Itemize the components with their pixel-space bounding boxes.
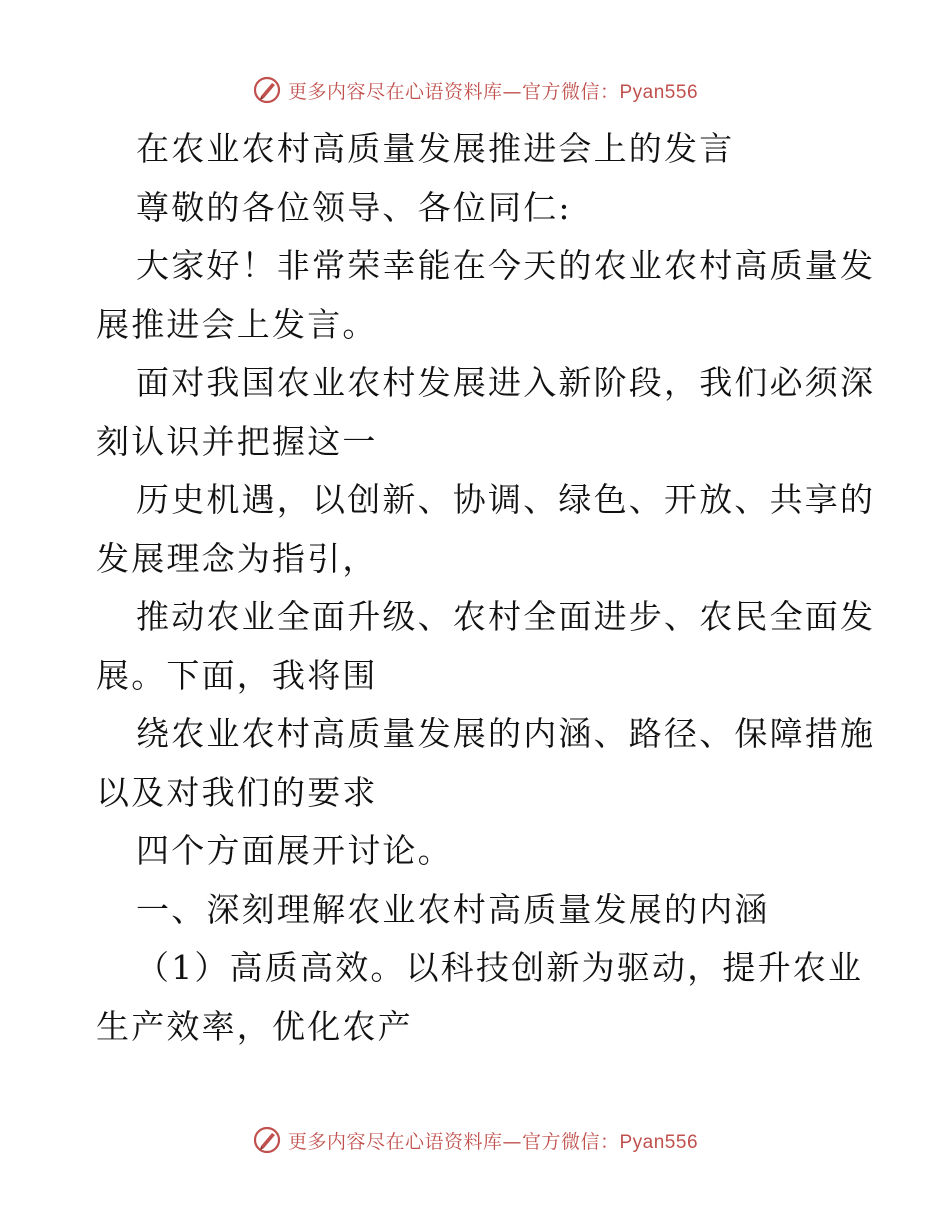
- paragraph: 绕农业农村高质量发展的内涵、路径、保障措施 以及对我们的要求: [96, 714, 876, 812]
- paragraph: （1）高质高效。以科技创新为驱动，提升农业 生产效率，优化农产: [96, 948, 864, 1046]
- paragraph: 在农业农村高质量发展推进会上的发言: [136, 129, 735, 168]
- paragraph: 历史机遇，以创新、协调、绿色、开放、共享的 发展理念为指引，: [96, 480, 876, 578]
- pen-circle-logo-icon: [252, 75, 282, 105]
- pen-circle-logo-icon: [252, 1125, 282, 1155]
- paragraph: 尊敬的各位领导、各位同仁:: [136, 187, 572, 227]
- watermark-text: 更多内容尽在心语资料库—官方微信：Pyan556: [287, 1130, 699, 1153]
- paragraph: 大家好！非常荣幸能在今天的农业农村高质量发 展推进会上发言。: [96, 246, 876, 344]
- paragraph: 推动农业全面升级、农村全面进步、农民全面发 展。下面，我将围: [96, 597, 876, 695]
- footer-watermark: [0, 1120, 950, 1160]
- document-body: [96, 120, 876, 1056]
- watermark-text: 更多内容尽在心语资料库—官方微信：Pyan556: [287, 80, 699, 103]
- section-heading: 一、深刻理解农业农村高质量发展的内涵: [136, 889, 770, 929]
- header-watermark: [0, 70, 950, 110]
- paragraph: 面对我国农业农村发展进入新阶段，我们必须深 刻认识并把握这一: [96, 363, 876, 461]
- paragraph: 四个方面展开讨论。: [136, 831, 453, 870]
